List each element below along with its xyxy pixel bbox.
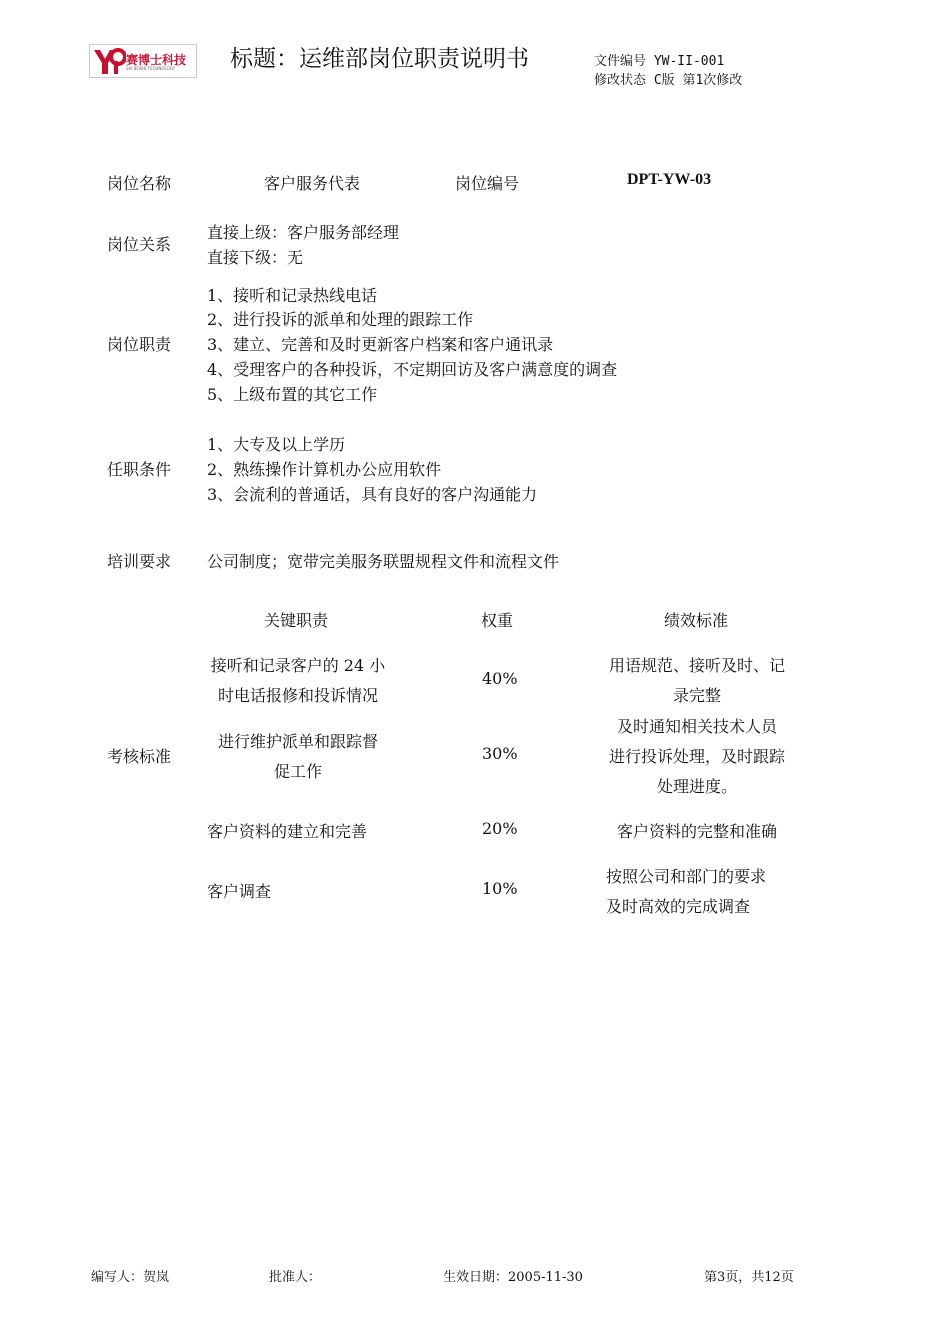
assessment-duty: 进行维护派单和跟踪督 [217, 732, 378, 751]
assessment-weight: 10% [482, 879, 518, 898]
revision-status: 修改状态 C版 第1次修改 [594, 73, 743, 88]
assessment-standard: 及时高效的完成调查 [606, 897, 751, 916]
position-code-value: DPT-YW-03 [627, 171, 712, 188]
assessment-duty: 客户调查 [207, 882, 272, 901]
duty-item: 2、进行投诉的派单和处理的跟踪工作 [207, 310, 474, 329]
assessment-standard: 及时通知相关技术人员 [616, 717, 777, 736]
training-value: 公司制度；宽带完美服务联盟规程文件和流程文件 [207, 552, 560, 571]
qualifications-label: 任职条件 [107, 460, 172, 479]
duties-label: 岗位职责 [107, 335, 172, 354]
assessment-standard: 客户资料的完整和准确 [616, 822, 777, 841]
assessment-standard: 录完整 [672, 686, 721, 705]
relations-subordinate: 直接下级：无 [207, 248, 304, 267]
duty-item: 5、上级布置的其它工作 [207, 385, 378, 404]
assessment-standard: 按照公司和部门的要求 [606, 867, 767, 886]
logo-subtext: SAI BOSHI TECHNOLOGY [126, 66, 176, 71]
duty-item: 1、接听和记录热线电话 [207, 286, 378, 305]
assessment-duty: 时电话报修和投诉情况 [217, 686, 378, 705]
assessment-weight: 20% [482, 819, 518, 838]
position-code-label: 岗位编号 [455, 174, 520, 193]
assessment-label: 考核标准 [107, 747, 172, 766]
relations-superior: 直接上级：客户服务部经理 [207, 223, 400, 242]
qualification-item: 3、会流利的普通话，具有良好的客户沟通能力 [207, 485, 538, 504]
assessment-standard: 处理进度。 [656, 777, 737, 796]
training-label: 培训要求 [107, 552, 172, 571]
footer-effective-date: 生效日期：2005-11-30 [443, 1270, 583, 1285]
footer-author: 编写人：贺岚 [91, 1270, 170, 1285]
duty-item: 4、受理客户的各种投诉，不定期回访及客户满意度的调查 [207, 360, 618, 379]
doc-number: 文件编号 YW-II-001 [594, 54, 725, 69]
relations-label: 岗位关系 [107, 235, 172, 254]
assessment-duty: 客户资料的建立和完善 [207, 822, 368, 841]
position-name-label: 岗位名称 [107, 174, 172, 193]
assessment-weight: 40% [482, 669, 518, 688]
assessment-weight: 30% [482, 744, 518, 763]
assessment-standard: 进行投诉处理，及时跟踪 [608, 747, 785, 766]
page-title: 标题：运维部岗位职责说明书 [230, 46, 529, 72]
duty-item: 3、建立、完善和及时更新客户档案和客户通讯录 [207, 335, 554, 354]
assessment-header-duty: 关键职责 [264, 611, 329, 630]
qualification-item: 1、大专及以上学历 [207, 435, 346, 454]
footer-page-number: 第3页，共12页 [704, 1270, 794, 1285]
footer-approver: 批准人： [269, 1270, 322, 1285]
assessment-duty: 接听和记录客户的 24 小 [210, 656, 386, 675]
logo-text: 赛博士科技 [126, 53, 187, 67]
logo-mark-icon [92, 46, 126, 76]
assessment-duty: 促工作 [273, 762, 322, 781]
assessment-standard: 用语规范、接听及时、记 [608, 656, 785, 675]
assessment-header-standard: 绩效标准 [664, 611, 729, 630]
assessment-header-weight: 权重 [481, 611, 514, 630]
qualification-item: 2、熟练操作计算机办公应用软件 [207, 460, 442, 479]
company-logo [89, 44, 197, 78]
position-name-value: 客户服务代表 [264, 174, 361, 193]
